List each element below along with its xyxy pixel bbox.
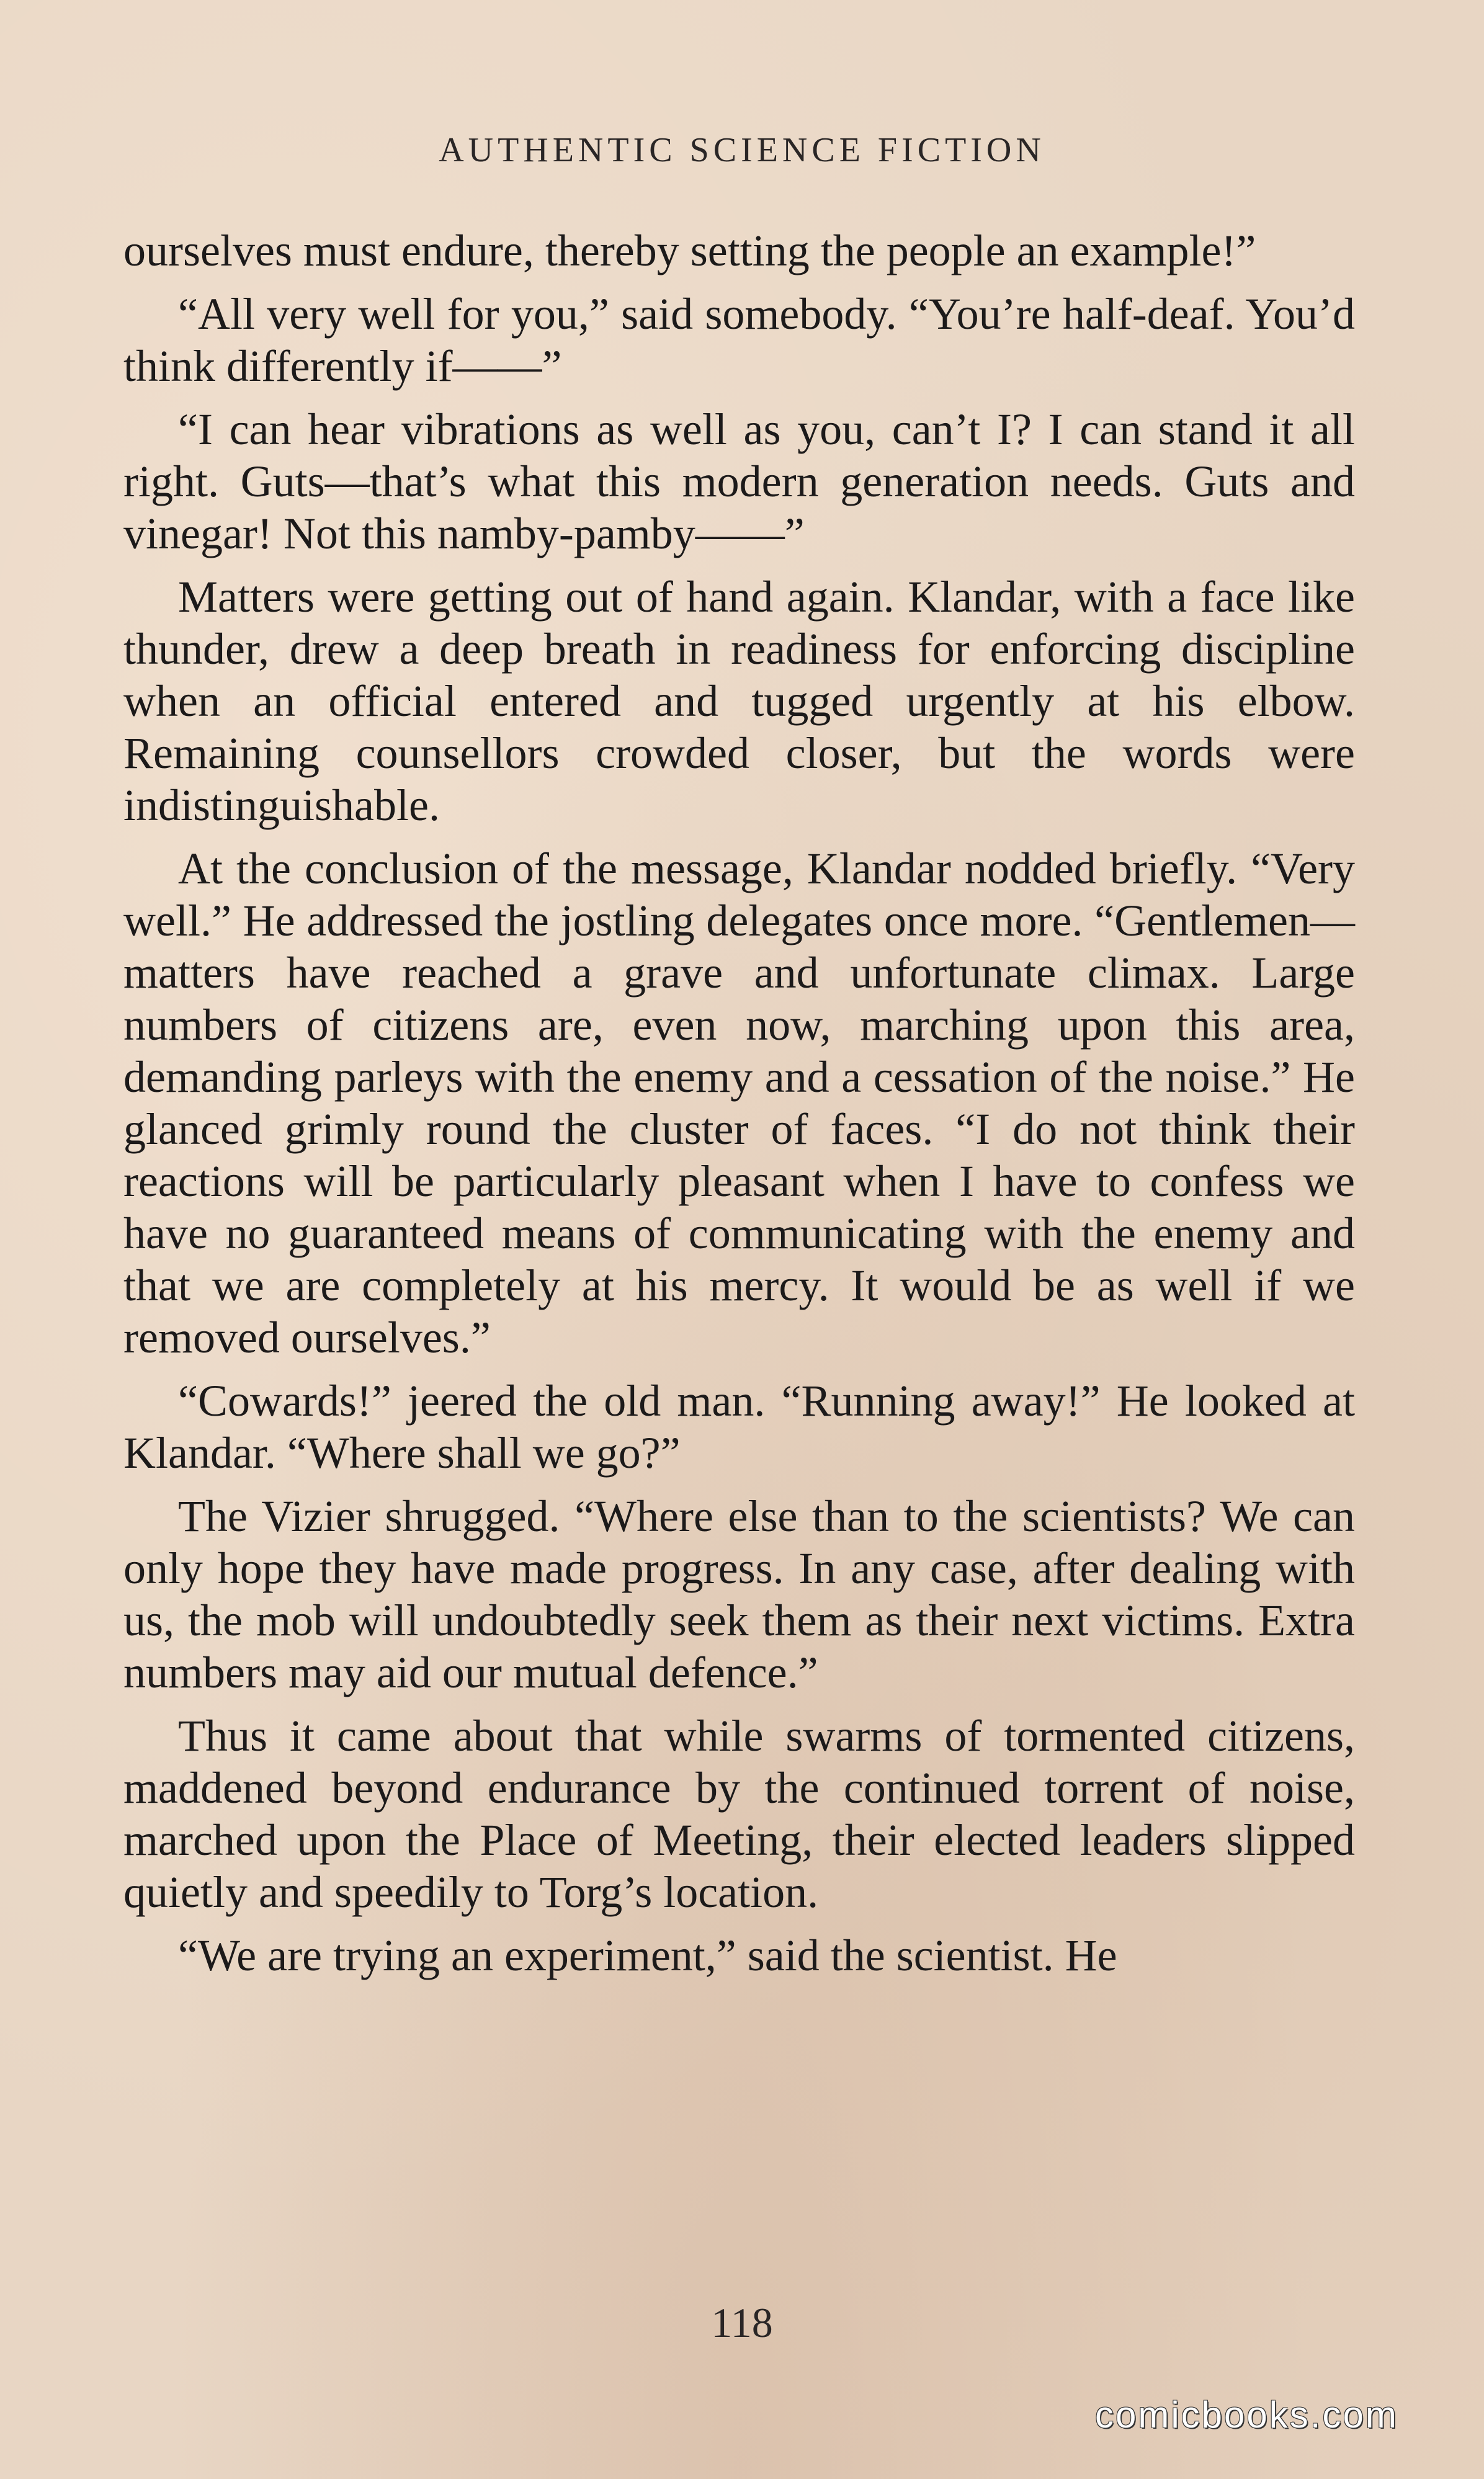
site-watermark: comicbooks.com (1095, 2394, 1398, 2436)
paragraph-1: ourselves must endure, thereby setting the people an example!” (123, 226, 1256, 275)
paragraph-9: “We are trying an experiment,” said the scientist. He (178, 1931, 1117, 1980)
paragraph-5: At the conclusion of the message, Klandar nodded briefly. “Very well.” He addressed the jostling delegates once more. “Gentlemen—matters have reached a grave and unfortunate climax. Large numbers of citizens are, even now, marching upon this area, demanding parleys with the enemy and a cessation of the noise.” He glanced grimly round the cluster of faces. “I do not think their reactions will be particularly pleasant when I have to confess we have no guaranteed means of communicating with the enemy and that we are completely at his mercy. It would be as well if we removed ourselves.” (123, 844, 1355, 1362)
paragraph-4: Matters were getting out of hand again. Klandar, with a face like thunder, drew a deep breath in readiness for enforcing discipline when an official entered and tugged urgently at his elbow. Remaining counsellors crowded closer, but the words were indistinguishable. (123, 572, 1355, 830)
paragraph-7: The Vizier shrugged. “Where else than to the scientists? We can only hope they have made progress. In any case, after dealing with us, the mob will undoubtedly seek them as their next victims. Extra numbers may aid our mutual defence.” (123, 1491, 1355, 1697)
running-head: AUTHENTIC SCIENCE FICTION (439, 131, 1045, 169)
page-number: 118 (711, 2299, 773, 2346)
paragraph-3: “I can hear vibrations as well as you, can’t I? I can stand it all right. Guts—that’s what this modern generation needs. Guts and vinegar! Not this namby-pamby——” (123, 404, 1355, 558)
body-text (123, 225, 1355, 1993)
paragraph-2: “All very well for you,” said somebody. “You’re half-deaf. You’d think differently if——” (123, 289, 1355, 391)
paragraph-6: “Cowards!” jeered the old man. “Running away!” He looked at Klandar. “Where shall we go?” (123, 1376, 1355, 1478)
paragraph-8: Thus it came about that while swarms of tormented citizens, maddened beyond endurance by the continued torrent of noise, marched upon the Place of Meeting, their elected leaders slipped quietly and speedily to Torg’s location. (123, 1711, 1355, 1917)
